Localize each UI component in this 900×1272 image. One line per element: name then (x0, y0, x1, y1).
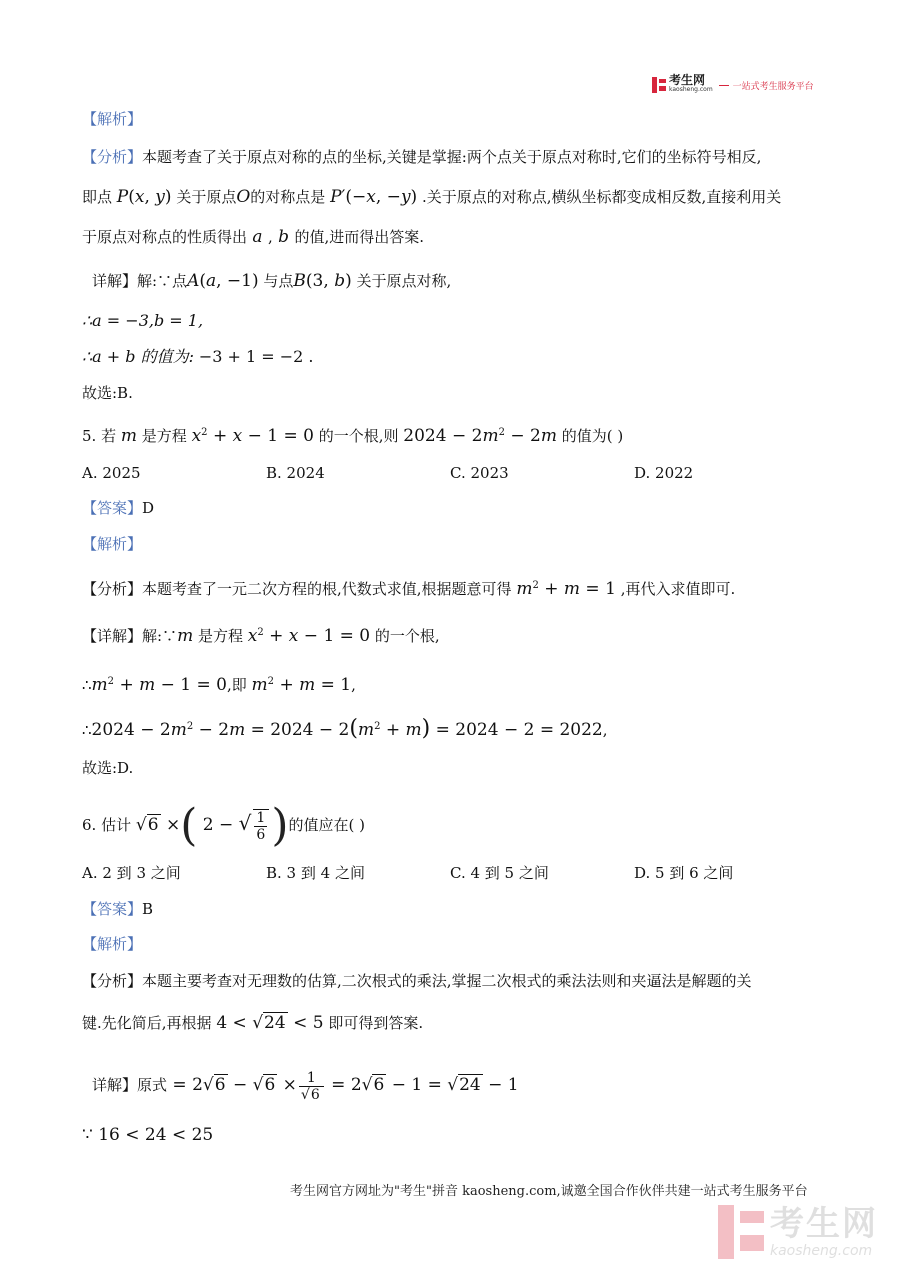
q5-jiexi-heading: 【解析】 (82, 535, 143, 553)
q6-option-c: C. 4 到 5 之间 (450, 864, 549, 882)
logo-separator (719, 85, 729, 86)
q5-option-d: D. 2022 (634, 464, 694, 482)
kaosheng-logo-icon (652, 77, 666, 93)
q6-option-b: B. 3 到 4 之间 (266, 864, 365, 882)
q5-step1: $\therefore m^2 + m - 1 = 0$,即 $m^2 + m = 1$, (82, 675, 356, 695)
q5-choice: 故选:D. (82, 759, 134, 777)
q6-answer: 【答案】B (82, 900, 154, 918)
q5-stem: 5. 若 m 是方程 $x^2 + x - 1 = 0$ 的一个根,则 $2024 - 2m^2 - 2m$ 的值为( ) (82, 426, 624, 446)
q5-option-c: C. 2023 (450, 464, 509, 482)
footer-text: 考生网官方网址为"考生"拼音 kaosheng.com,诚邀全国合作伙伴共建一站式考生服务平台 (290, 1184, 808, 1199)
q5-option-b: B. 2024 (266, 464, 325, 482)
watermark (718, 1205, 878, 1259)
q6-fenxi-line2: 键.先化简后,再根据 4 < √24 < 5 即可得到答案. (82, 1013, 424, 1033)
q4-fenxi-tag: 【分析】 (82, 148, 143, 166)
q5-answer-tag: 【答案】 (82, 499, 143, 517)
q6-option-d: D. 5 到 6 之间 (634, 864, 734, 882)
watermark-logo-icon (718, 1205, 764, 1259)
q6-option-a: A. 2 到 3 之间 (82, 864, 181, 882)
q5-fenxi: 【分析】本题考查了一元二次方程的根,代数式求值,根据题意可得 $m^2 + m = 1$ ,再代入求值即可. (82, 579, 736, 599)
q6-xiangjie: 详解】原式 = 2√6 − √6 × $\frac{1}{√6}$ = 2√6 − 1 = √24 − 1 (92, 1069, 519, 1103)
q5-answer: 【答案】D (82, 499, 155, 517)
q4-fenxi-line3: 于原点对称点的性质得出 a , b 的值,进而得出答案. (82, 227, 424, 247)
q6-jiexi-heading: 【解析】 (82, 935, 143, 953)
q6-stem: 6. 估计 √6 ×( 2 − √ $\frac{1}{6}$ )的值应在( ) (82, 800, 365, 851)
q6-answer-tag: 【答案】 (82, 900, 143, 918)
watermark-cn: 考生网 (770, 1204, 878, 1244)
header-logo[interactable] (652, 74, 814, 96)
q4-fenxi-line1: 【分析】本题考查了关于原点对称的点的坐标,关键是掌握:两个点关于原点对称时,它们的坐标符号相反, (82, 148, 762, 166)
q6-fenxi-line1: 【分析】本题主要考查对无理数的估算,二次根式的乘法,掌握二次根式的乘法法则和夹逼法是解题的关 (82, 972, 752, 990)
q4-step2: ∴a + b 的值为: −3 + 1 = −2 . (82, 347, 314, 366)
logo-slogan: 一站式考生服务平台 (732, 81, 814, 92)
q4-step1: ∴a = −3,b = 1, (82, 311, 204, 330)
q5-xiangjie: 【详解】解:∵m 是方程 $x^2 + x - 1 = 0$ 的一个根, (82, 626, 440, 646)
q4-fenxi-line2: 即点 P(x, y) 关于原点O的对称点是 P′(−x, −y) .关于原点的对称点,横纵坐标都变成相反数,直接利用关 (82, 187, 782, 207)
q4-xiangjie: 详解】解:∵点A(a, −1) 与点B(3, b) 关于原点对称, (92, 271, 452, 291)
q4-choice: 故选:B. (82, 384, 133, 402)
logo-en-text: kaosheng.com (669, 86, 713, 93)
q5-option-a: A. 2025 (82, 464, 141, 482)
q4-jiexi-heading: 【解析】 (82, 110, 143, 128)
watermark-en: kaosheng.com (770, 1243, 873, 1259)
logo-cn-text: 考生网 (669, 73, 706, 87)
q5-step2: ∴2024 − $2m^2 - 2m = 2024 - 2(m^2 + m) = 2024 - 2 = 2022$, (82, 716, 608, 741)
q6-step-last: ∵ 16 < 24 < 25 (82, 1125, 214, 1145)
